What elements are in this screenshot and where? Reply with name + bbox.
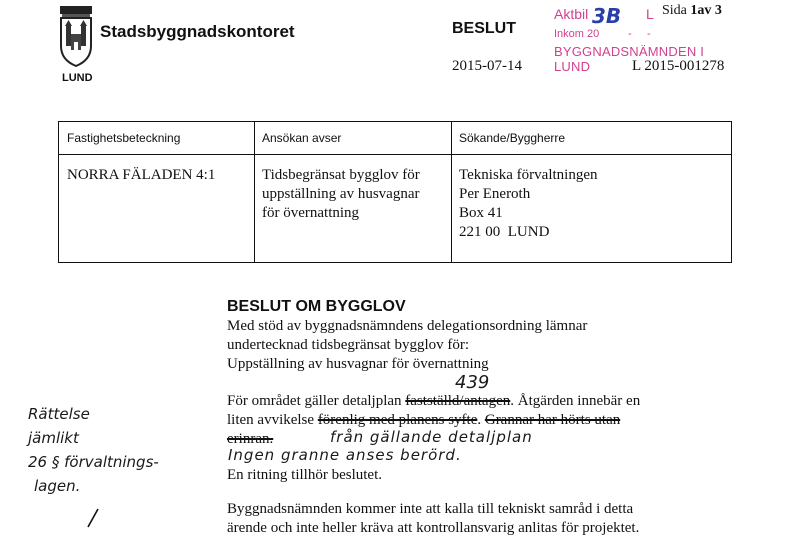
table-header-divider	[59, 154, 731, 155]
lund-coat-of-arms-logo	[56, 4, 96, 74]
aktbil-suffix: L	[646, 6, 654, 22]
handwritten-insert-line-2: Ingen granne anses berörd.	[228, 446, 462, 464]
paragraph-line: ärende och inte heller kräva att kontrollansvarig anlitas för projektet.	[227, 520, 640, 536]
decision-heading: BESLUT OM BYGGLOV	[227, 298, 406, 315]
handwritten-plan-number: 439	[455, 372, 490, 393]
page-of: av 3	[697, 3, 722, 18]
margin-note-line: jämlikt	[28, 429, 79, 447]
application-line: uppställning av husvagnar	[262, 186, 420, 202]
applicant-address	[459, 166, 598, 242]
case-number: L 2015-001278	[632, 58, 725, 74]
struck-text: Grannar har hörts utan	[484, 412, 621, 428]
stamp-org: BYGGNADSNÄMNDEN I LUND	[554, 44, 705, 74]
struck-text: fastställd/antagen	[405, 393, 511, 409]
aktbil-handwritten-number: 3B	[592, 4, 622, 28]
logo-caption: LUND	[62, 72, 93, 84]
margin-handwritten-note	[28, 402, 159, 498]
application-line: för övernattning	[262, 205, 360, 221]
text-segment: liten avvikelse	[227, 412, 318, 428]
org-name: Stadsbyggnadskontoret	[100, 22, 295, 41]
application-line: Tidsbegränsat bygglov för	[262, 167, 420, 183]
property-designation: NORRA FÄLADEN 4:1	[67, 167, 216, 183]
paragraph-line	[227, 392, 640, 411]
decision-paragraph-1	[227, 317, 587, 374]
handwritten-insert-line-1: från gällande detaljplan	[330, 428, 533, 446]
table-col-divider-1	[254, 122, 255, 262]
header-application: Ansökan avser	[262, 131, 342, 145]
inkom-dashes: - -	[628, 28, 651, 40]
margin-pen-stroke	[82, 508, 102, 528]
text-segment: .	[477, 412, 485, 428]
paragraph-line: Uppställning av husvagnar för övernattning	[227, 356, 489, 372]
text-segment: . Åtgärden innebär en	[510, 393, 641, 409]
paragraph-line: undertecknad tidsbegränsat bygglov för:	[227, 337, 470, 353]
applicant-line: Tekniska förvaltningen	[459, 167, 598, 183]
struck-text: erinran.	[227, 431, 274, 447]
decision-date: 2015-07-14	[452, 58, 522, 74]
decision-paragraph-3: En ritning tillhör beslutet.	[227, 467, 382, 483]
inkom-label: Inkom 20	[554, 28, 600, 40]
page-number: 1	[690, 3, 698, 18]
paragraph-line: Med stöd av byggnadsnämndens delegationsordning lämnar	[227, 318, 588, 334]
applicant-line: Box 41	[459, 205, 503, 221]
document-type: BESLUT	[452, 20, 516, 37]
header-property: Fastighetsbeteckning	[67, 131, 181, 145]
aktbil-label: Aktbil	[554, 6, 589, 22]
application-description	[262, 166, 420, 223]
decision-paragraph-4	[227, 500, 639, 538]
margin-note-line: 26 § förvaltnings-	[28, 453, 159, 471]
header-applicant: Sökande/Byggherre	[459, 131, 566, 145]
page-indicator	[662, 3, 722, 19]
margin-note-line: Rättelse	[28, 405, 90, 423]
applicant-line: Per Eneroth	[459, 186, 531, 202]
text-segment: För området gäller detaljplan	[227, 393, 406, 409]
applicant-line: 221 00 LUND	[459, 224, 550, 240]
info-table	[58, 121, 732, 263]
margin-note-line: lagen.	[34, 477, 81, 495]
struck-text: förenlig med planens syfte	[317, 412, 478, 428]
table-col-divider-2	[451, 122, 452, 262]
page-label: Sida	[662, 3, 687, 18]
paragraph-line: Byggnadsnämnden kommer inte att kalla till tekniskt samråd i detta	[227, 501, 634, 517]
